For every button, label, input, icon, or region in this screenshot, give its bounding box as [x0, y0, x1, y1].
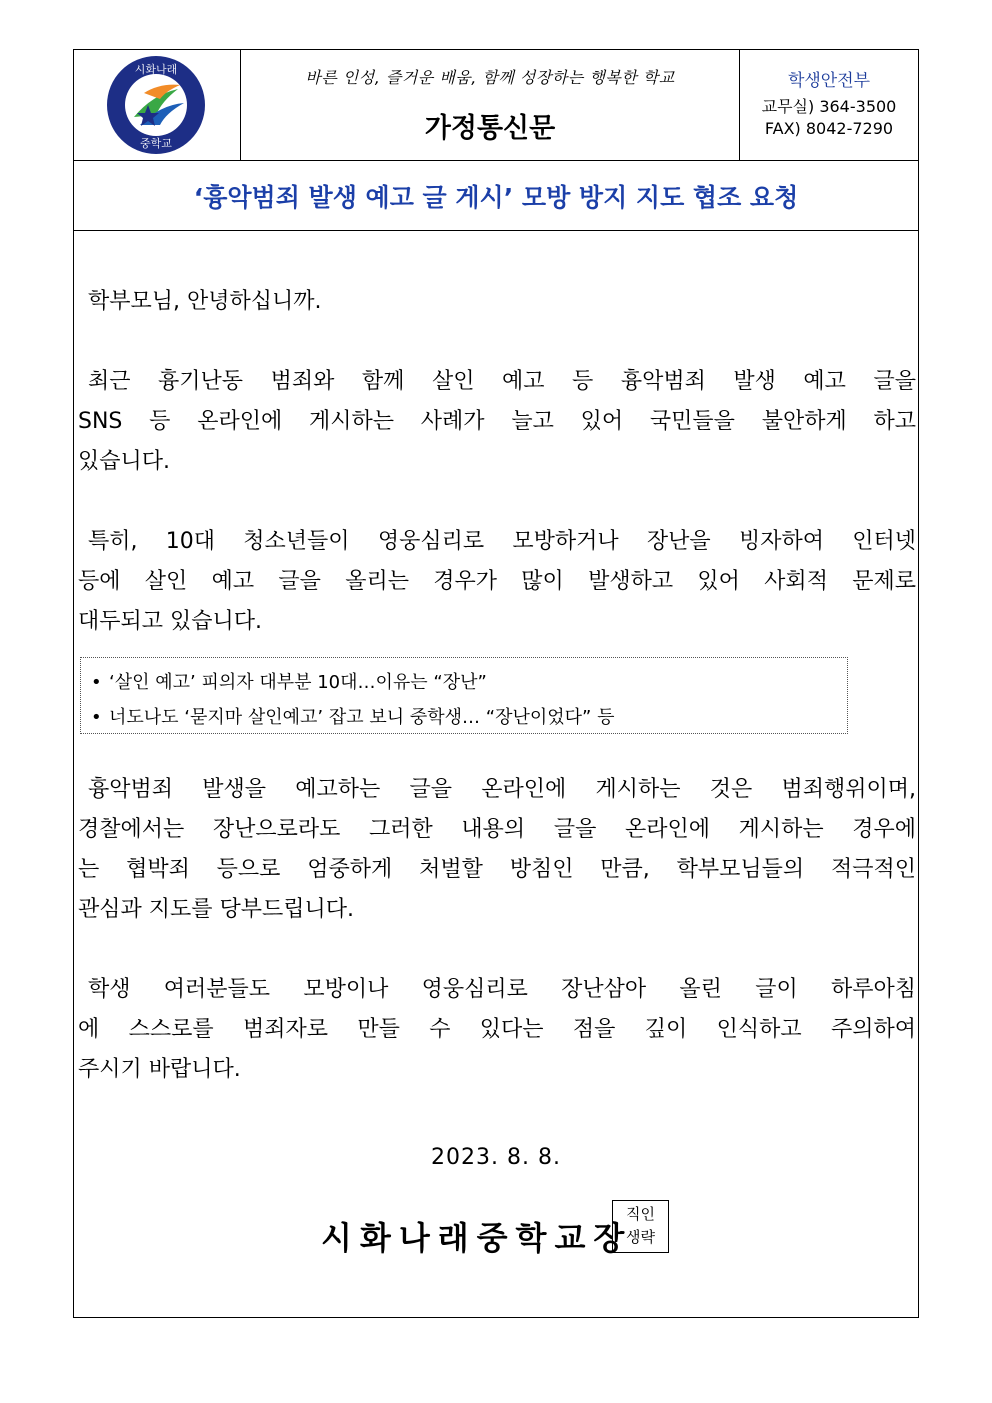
paragraph-line: 학부모님, 안녕하십니까.	[88, 289, 322, 314]
paragraph-3	[78, 770, 916, 930]
document-title: 가정통신문	[424, 113, 556, 144]
paragraph-line: 등에 살인 예고 글을 올리는 경우가 많이 발생하고 있어 사회적 문제로	[78, 569, 916, 594]
paragraph-line: 학생 여러분들도 모방이나 영웅심리로 장난삼아 올린 글이 하루아침	[88, 977, 916, 1002]
headline-item	[91, 703, 614, 729]
fax-number: FAX) 8042-7290	[764, 119, 894, 138]
paragraph-line: 흉악범죄 발생을 예고하는 글을 온라인에 게시하는 것은 범죄행위이며,	[88, 777, 916, 802]
paragraph-line: 대두되고 있습니다.	[78, 609, 263, 634]
paragraph-line: 최근 흉기난동 범죄와 함께 살인 예고 등 흉악범죄 발생 예고 글을	[88, 369, 916, 394]
paragraph-line: 주시기 바랍니다.	[78, 1057, 241, 1082]
paragraph-1	[78, 362, 916, 482]
seal-line: 직인	[626, 1205, 655, 1223]
title-cell	[241, 50, 740, 160]
bullet-icon: •	[91, 707, 102, 728]
seal-line: 생략	[626, 1228, 655, 1246]
paragraph-line: 특히, 10대 청소년들이 영웅심리로 모방하거나 장난을 빙자하여 인터넷	[88, 529, 916, 554]
contact-cell	[740, 50, 918, 160]
headline-item	[91, 668, 487, 694]
headline-text: 너도나도 ‘묻지마 살인예고’ 잡고 보니 중학생… “장난이었다” 등	[109, 707, 615, 728]
bullet-icon: •	[91, 672, 102, 693]
document-frame	[73, 49, 919, 1318]
subject-row	[74, 160, 918, 231]
office-phone: 교무실) 364-3500	[761, 97, 897, 116]
header	[74, 50, 918, 161]
principal-signature: 시화나래중학교장	[321, 1219, 633, 1257]
subject-title: ‘흉악범죄 발생 예고 글 게시’ 모방 방지 지도 협조 요청	[193, 183, 799, 212]
school-motto: 바른 인성, 즐거운 배움, 함께 성장하는 행복한 학교	[305, 68, 675, 87]
paragraph-line: SNS 등 온라인에 게시하는 사례가 늘고 있어 국민들을 불안하게 하고	[78, 409, 916, 434]
seal-box	[612, 1200, 669, 1253]
greeting	[78, 282, 916, 322]
paragraph-line: 에 스스로를 범죄자로 만들 수 있다는 점을 깊이 인식하고 주의하여	[78, 1017, 916, 1042]
issue-date: 2023. 8. 8.	[431, 1145, 561, 1170]
paragraph-line: 있습니다.	[78, 449, 171, 474]
logo-cell	[74, 50, 241, 160]
logo-top-text: 시화나래	[134, 63, 178, 76]
paragraph-line: 관심과 지도를 당부드립니다.	[78, 897, 355, 922]
news-headlines-box	[80, 657, 848, 734]
headline-text: ‘살인 예고’ 피의자 대부분 10대…이유는 “장난”	[109, 672, 487, 693]
department-name: 학생안전부	[787, 71, 871, 91]
paragraph-4	[78, 970, 916, 1090]
paragraph-line: 경찰에서는 장난으로라도 그러한 내용의 글을 온라인에 게시하는 경우에	[78, 817, 916, 842]
paragraph-2	[78, 522, 916, 642]
paragraph-line: 는 협박죄 등으로 엄중하게 처벌할 방침인 만큼, 학부모님들의 적극적인	[78, 857, 916, 882]
logo-bottom-text: 중학교	[140, 137, 172, 150]
school-logo-icon	[104, 55, 208, 155]
